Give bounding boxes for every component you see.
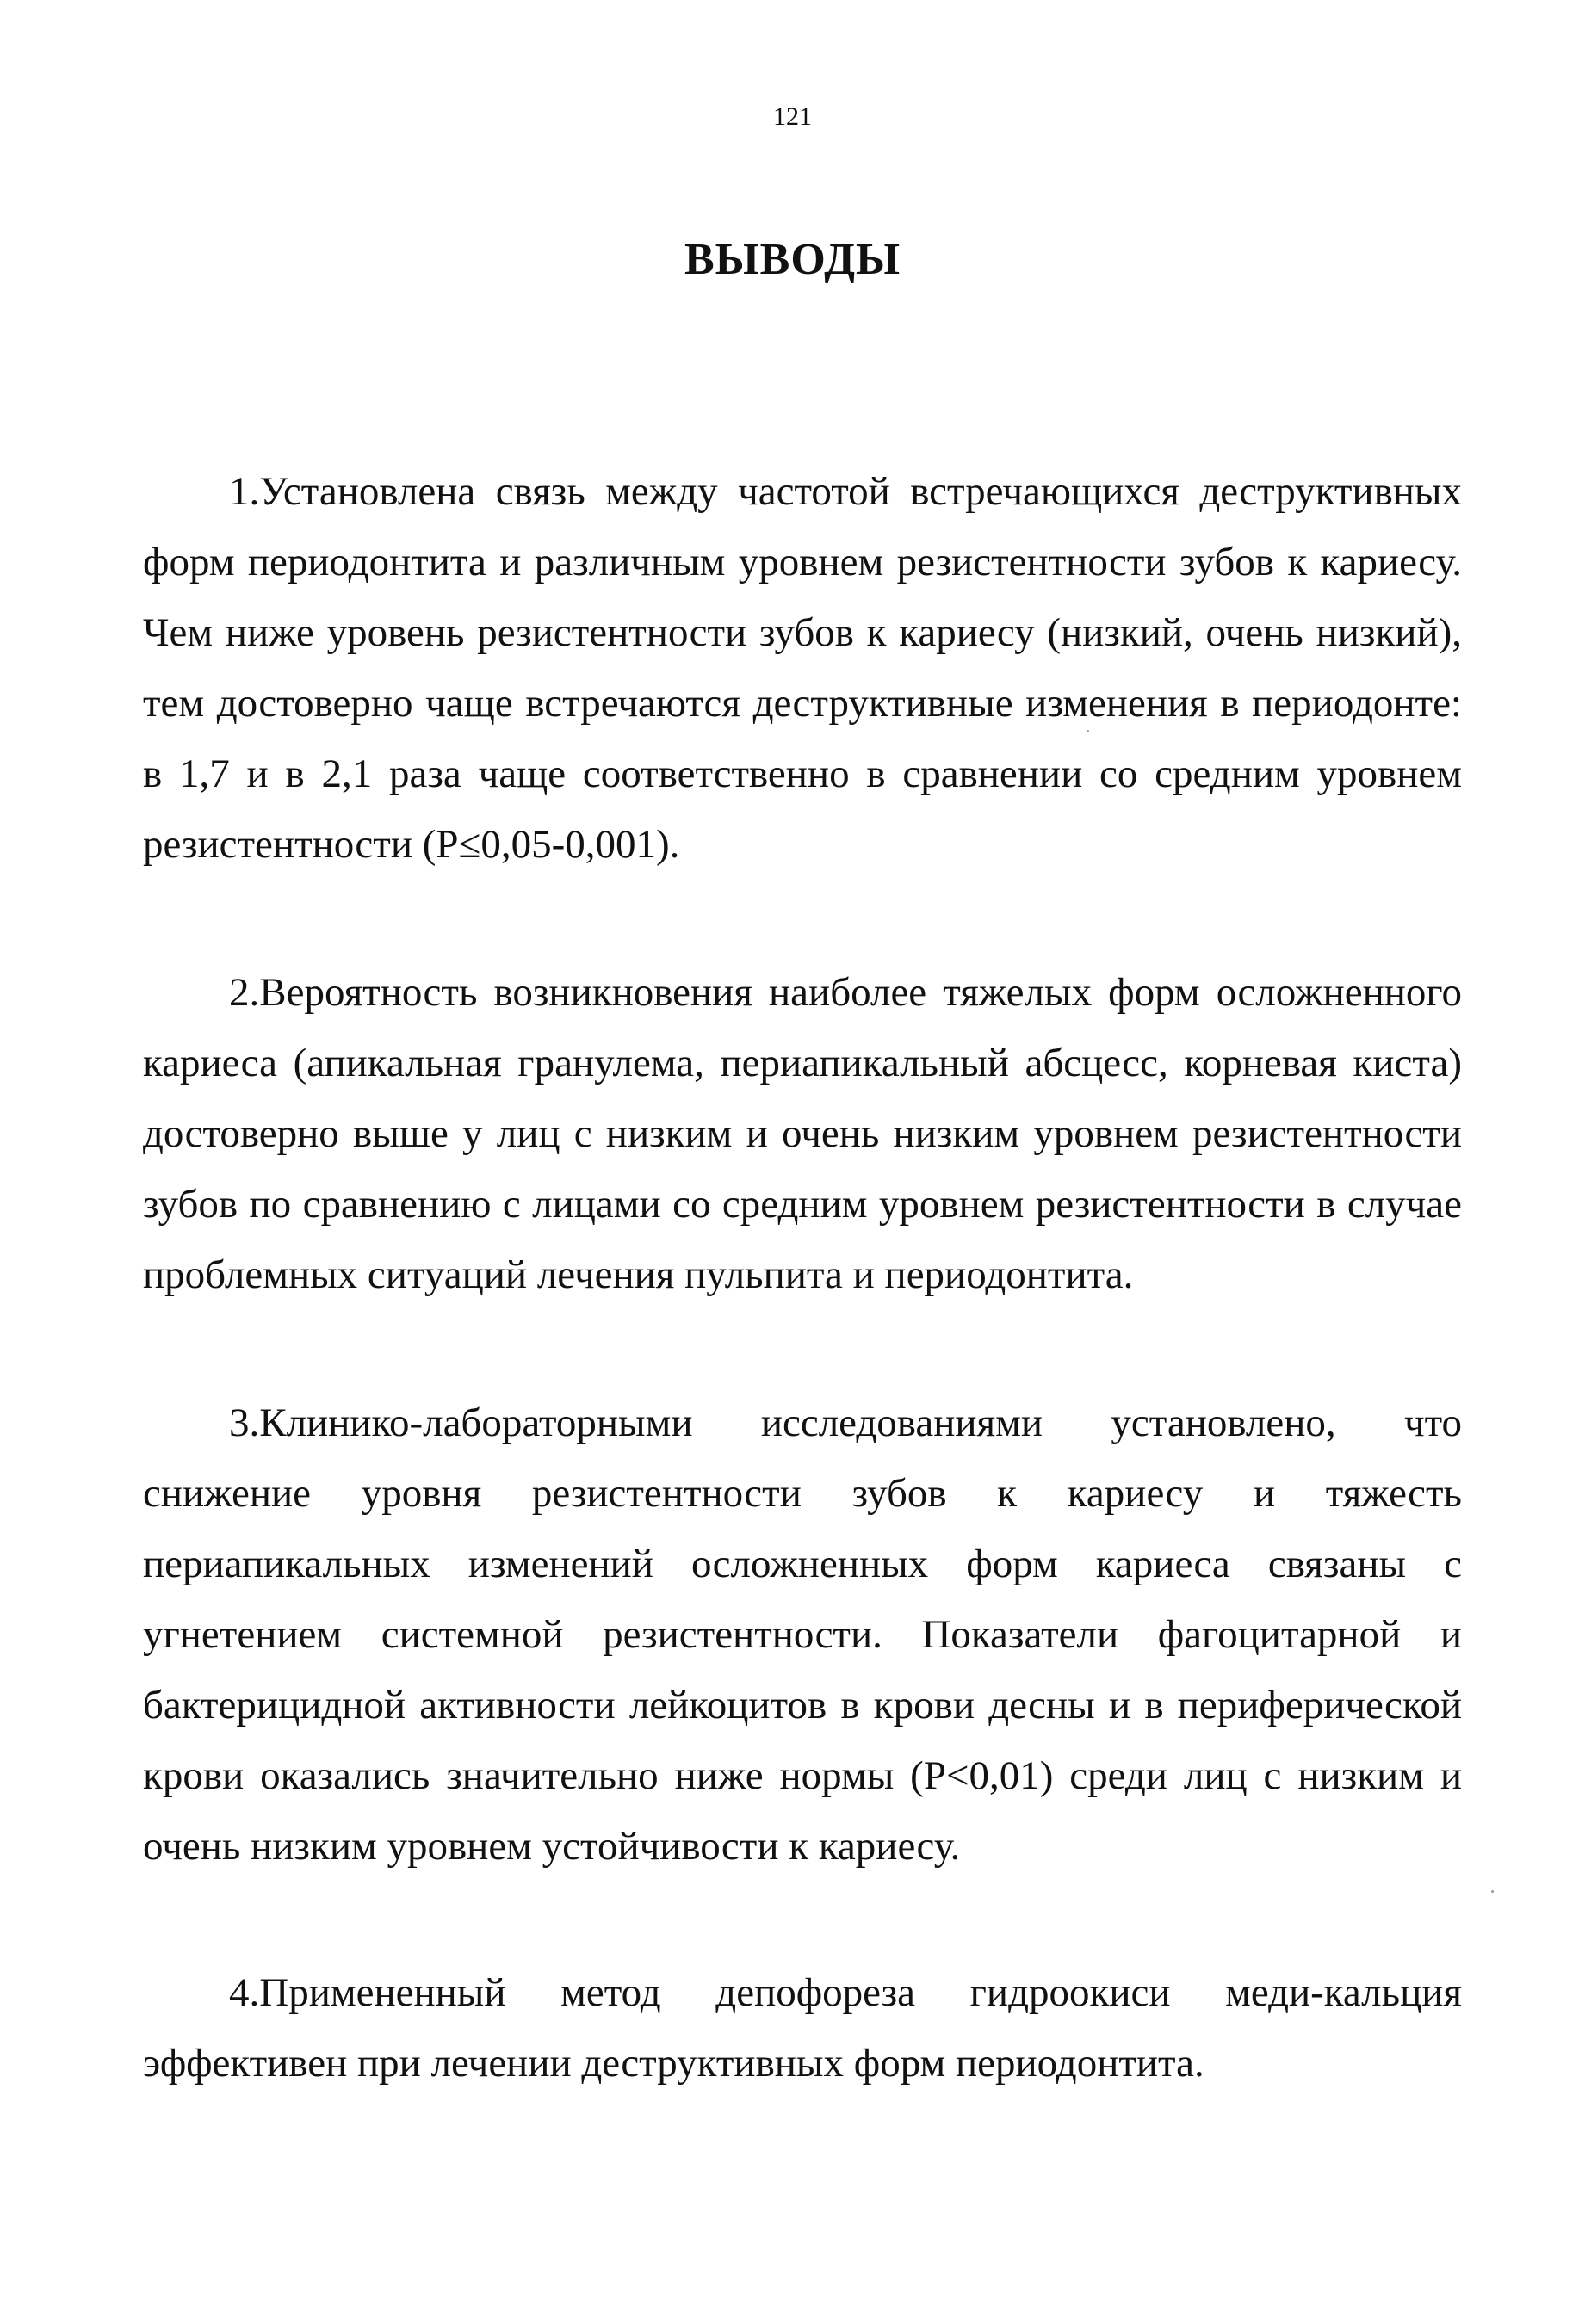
scan-speck [1087,730,1089,732]
conclusion-paragraph-3: 3.Клинико-лабораторными исследованиями установлено, что снижение уровня резистентности зубов к кариесу и тяжесть периапикальных изменений осложненных форм кариеса связаны с угнетением системной резистентности. Показатели фагоцитарной и бактерицидной активности лейкоцитов в крови десны и в периферической крови оказались значительно ниже нормы (Р<0,01) среди лиц с низким и очень низким уровнем устойчивости к кариесу. [143,1400,1462,1869]
conclusion-paragraph-2: 2.Вероятность возникновения наиболее тяжелых форм осложненного кариеса (апикальная гранулема, периапикальный абсцесс, корневая киста) достоверно выше у лиц с низким и очень низким уровнем резистентности зубов по сравнению с лицами со средним уровнем резистентности в случае проблемных ситуаций лечения пульпита и периодонтита. [143,970,1462,1297]
conclusion-paragraph-1: 1.Установлена связь между частотой встречающихся деструктивных форм периодонтита и различным уровнем резистентности зубов к кариесу. Чем ниже уровень резистентности зубов к кариесу (низкий, очень низкий), тем достоверно чаще встречаются деструктивные изменения в периодонте: в 1,7 и в 2,1 раза чаще соответственно в сравнении со средним уровнем резистентности (Р≤0,05-0,001). [143,469,1462,867]
conclusion-paragraph-4: 4.Примененный метод депофореза гидроокиси меди-кальция эффективен при лечении деструктивных форм периодонтита. [143,1970,1462,2086]
section-heading: ВЫВОДЫ [684,235,901,284]
page-number: 121 [773,102,812,131]
scan-speck [1491,1890,1494,1893]
